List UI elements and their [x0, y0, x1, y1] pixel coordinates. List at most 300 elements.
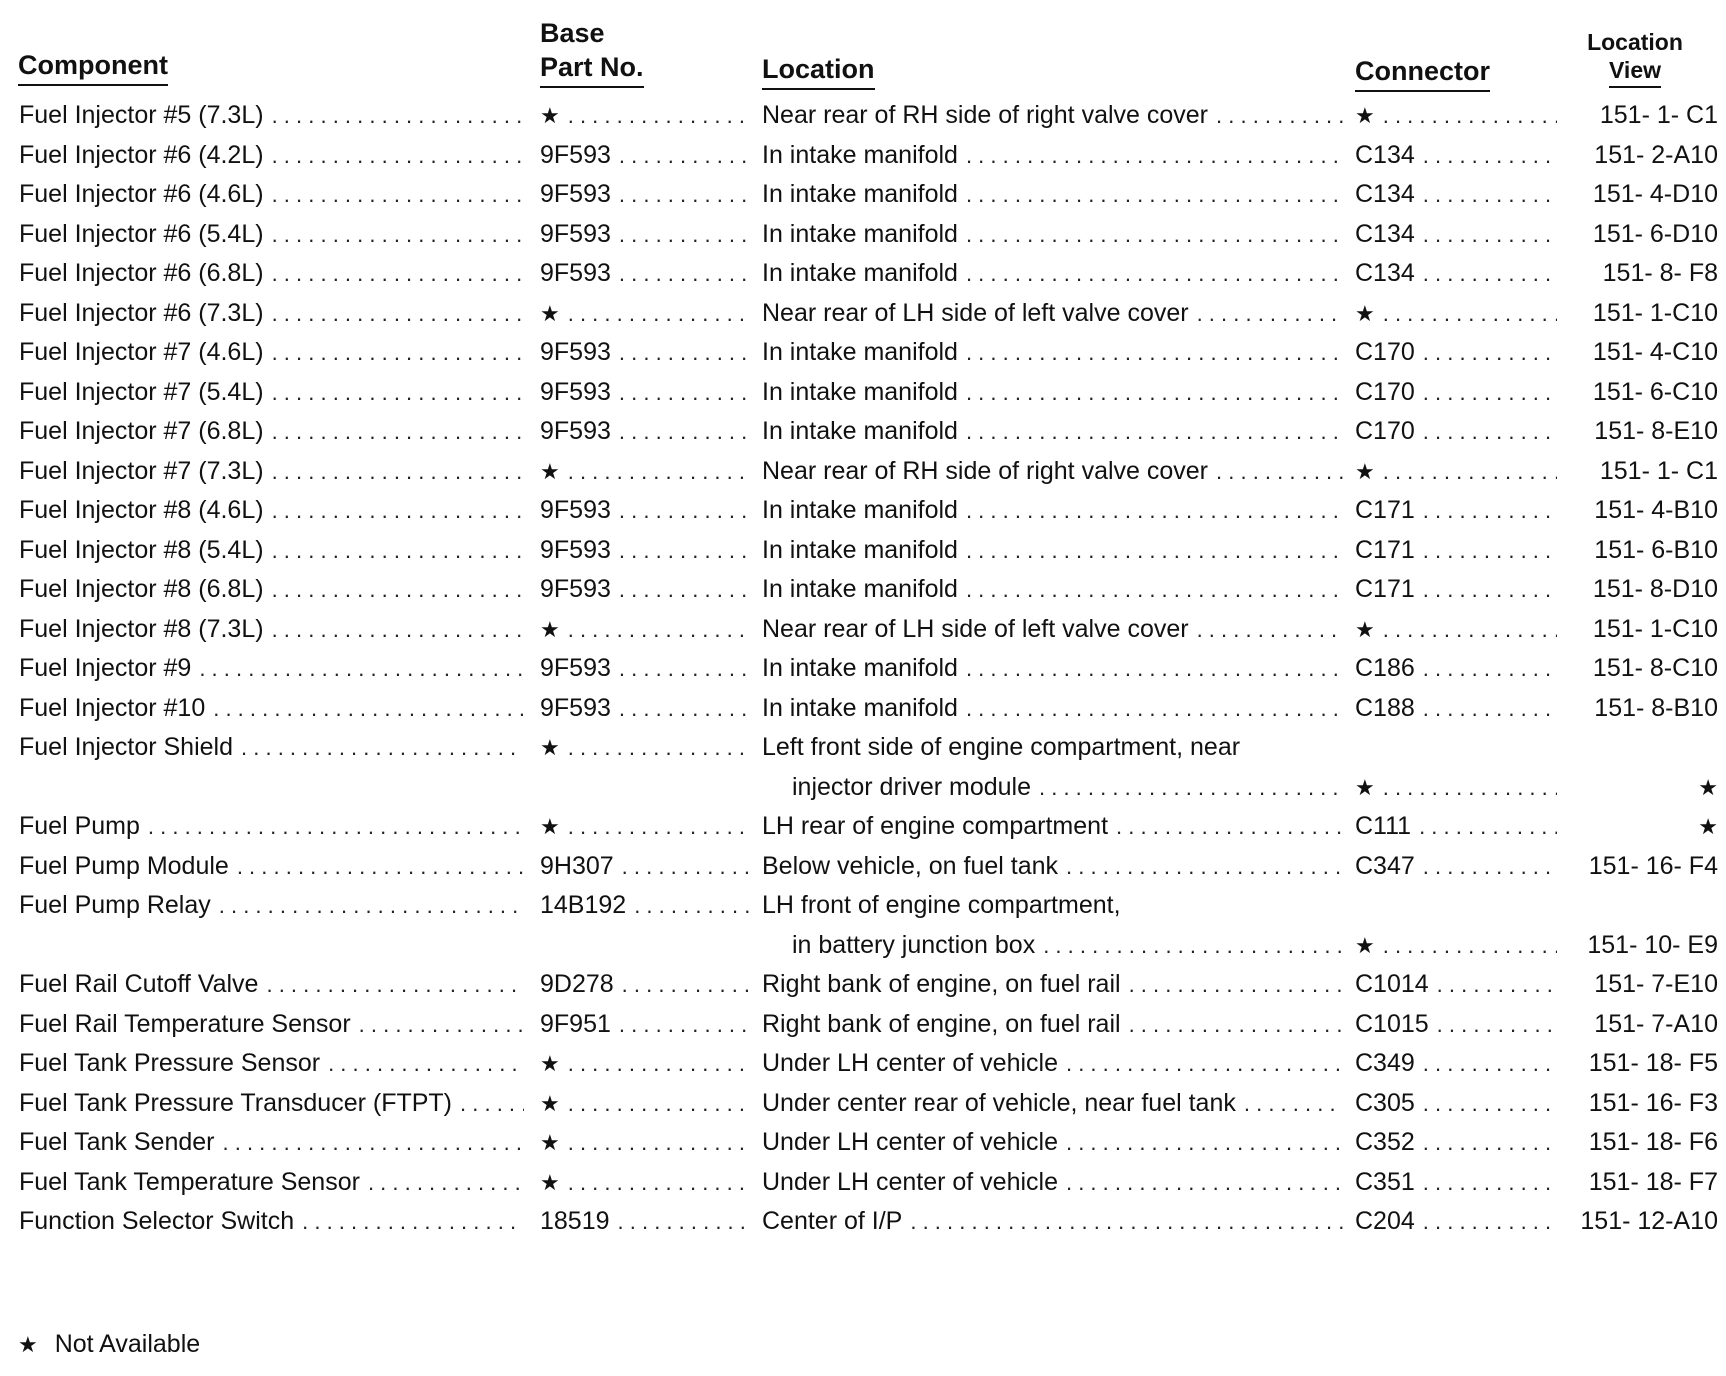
component-cell: [19, 254, 530, 294]
connector-cell: [1355, 294, 1563, 334]
star-icon: ★: [1355, 103, 1375, 128]
dot-leader: [272, 491, 524, 531]
part-number-cell: [540, 570, 756, 610]
location-view-cell: [1568, 1163, 1718, 1203]
location-cell: [762, 610, 1349, 650]
connector-cell: [1355, 807, 1563, 847]
component-cell: [19, 531, 530, 571]
dot-leader: [1216, 452, 1343, 492]
location-view-cell: [1568, 1202, 1718, 1242]
component-cell: [19, 570, 530, 610]
location-view-cell: [1568, 136, 1718, 176]
location-cell: [762, 1202, 1349, 1242]
location-view-cell-text: 151- 10- E9: [1587, 930, 1718, 959]
table-row: [0, 175, 1726, 215]
dot-leader: [1423, 1163, 1557, 1203]
star-icon: ★: [1355, 300, 1375, 326]
component-cell-text: Fuel Pump Module: [19, 851, 229, 880]
dot-leader: [1129, 965, 1343, 1005]
dot-leader: [1383, 768, 1557, 808]
connector-cell-text: C171: [1355, 535, 1415, 564]
header-connector: [1355, 54, 1490, 92]
location-cell: [762, 373, 1349, 413]
dot-leader: [272, 610, 524, 650]
star-icon: ★: [1698, 774, 1718, 800]
component-cell-text: Fuel Tank Temperature Sensor: [19, 1167, 360, 1196]
dot-leader: [1437, 965, 1557, 1005]
star-icon: ★: [1355, 774, 1375, 800]
star-icon: ★: [540, 103, 560, 128]
table-row: [0, 965, 1726, 1005]
part-number-cell-text: 9F593: [540, 693, 611, 722]
location-view-cell-text: 151- 2-A10: [1594, 140, 1718, 169]
dot-leader: [1039, 768, 1343, 808]
location-view-cell-text: 151- 4-C10: [1592, 338, 1718, 366]
connector-cell: [1355, 570, 1563, 610]
star-icon: ★: [540, 1090, 560, 1116]
table-row: [0, 649, 1726, 689]
part-number-cell-text: 9D278: [540, 970, 614, 998]
dot-leader: [619, 412, 750, 452]
table-row: [0, 1005, 1726, 1045]
component-cell-text: Fuel Injector #7 (5.4L): [19, 377, 264, 406]
component-cell: [19, 1005, 530, 1045]
dot-leader: [272, 412, 524, 452]
location-cell-text: In intake manifold: [762, 219, 958, 248]
dot-leader: [1423, 254, 1557, 294]
header-connector-label: Connector: [1355, 54, 1490, 92]
connector-cell: [1355, 96, 1563, 136]
dot-leader: [1383, 452, 1557, 492]
dot-leader: [966, 215, 1343, 255]
part-number-cell-text: 9F593: [540, 654, 611, 682]
dot-leader: [568, 807, 750, 847]
component-cell-text: Fuel Injector #8 (5.4L): [19, 535, 264, 564]
component-cell-text: Fuel Injector #7 (4.6L): [19, 338, 264, 366]
dot-leader: [272, 175, 524, 215]
connector-cell: [1355, 649, 1563, 689]
location-cell: [762, 452, 1349, 492]
dot-leader: [199, 649, 524, 689]
part-number-cell-text: 9F593: [540, 535, 611, 564]
connector-cell-text: C134: [1355, 180, 1415, 208]
connector-cell-text: C351: [1355, 1167, 1415, 1196]
connector-cell: [1355, 1163, 1563, 1203]
connector-cell: [1355, 965, 1563, 1005]
part-number-cell: [540, 728, 756, 768]
dot-leader: [1383, 610, 1557, 650]
table-row: [0, 570, 1726, 610]
table-row-continuation: [0, 768, 1726, 808]
part-number-cell-text: 9F593: [540, 219, 611, 248]
dot-leader: [966, 373, 1343, 413]
dot-leader: [1423, 175, 1557, 215]
dot-leader: [568, 452, 750, 492]
header-base-part-no: [540, 16, 644, 88]
connector-cell: [1355, 412, 1563, 452]
component-cell-text: Fuel Tank Pressure Sensor: [19, 1049, 321, 1077]
location-view-cell: [1568, 1123, 1718, 1163]
dot-leader: [1216, 96, 1343, 136]
component-cell: [19, 886, 530, 926]
location-view-cell-text: 151- 6-C10: [1592, 377, 1718, 406]
dot-leader: [272, 96, 524, 136]
location-view-cell: [1568, 373, 1718, 413]
connector-cell-text: C352: [1355, 1128, 1415, 1156]
component-cell: [19, 1123, 530, 1163]
part-number-cell-text: 9F593: [540, 496, 611, 524]
dot-leader: [1423, 491, 1557, 531]
dot-leader: [1423, 215, 1557, 255]
location-view-cell-text: 151- 1- C1: [1599, 101, 1718, 129]
location-view-cell-text: 151- 8-D10: [1592, 575, 1718, 603]
table-row: [0, 215, 1726, 255]
dot-leader: [272, 254, 524, 294]
dot-leader: [966, 689, 1343, 729]
dot-leader: [568, 1123, 750, 1163]
dot-leader: [619, 373, 750, 413]
connector-cell-text: C186: [1355, 654, 1415, 682]
dot-leader: [328, 1044, 524, 1084]
dot-leader: [1423, 1123, 1557, 1163]
location-cell-text: In intake manifold: [762, 259, 958, 287]
component-cell: [19, 847, 530, 887]
location-view-cell: [1568, 768, 1718, 808]
dot-leader: [622, 965, 750, 1005]
dot-leader: [966, 254, 1343, 294]
location-cell-text: Under LH center of vehicle: [762, 1049, 1058, 1077]
location-cell-text: Under LH center of vehicle: [762, 1167, 1058, 1196]
star-icon: ★: [1355, 458, 1375, 484]
component-cell: [19, 610, 530, 650]
connector-cell: [1355, 531, 1563, 571]
dot-leader: [1197, 610, 1343, 650]
dot-leader: [1383, 96, 1557, 136]
part-number-cell: [540, 412, 756, 452]
table-row: [0, 136, 1726, 176]
location-view-cell: [1568, 175, 1718, 215]
dot-leader: [1423, 689, 1557, 729]
part-number-cell: [540, 1163, 756, 1203]
dot-leader: [1197, 294, 1343, 334]
location-view-cell: [1568, 1044, 1718, 1084]
part-number-cell: [540, 689, 756, 729]
dot-leader: [1423, 333, 1557, 373]
location-cell: [762, 175, 1349, 215]
dot-leader: [1423, 570, 1557, 610]
location-cell-text: Near rear of RH side of right valve cover: [762, 456, 1209, 485]
location-view-cell: [1568, 491, 1718, 531]
location-view-cell: [1568, 215, 1718, 255]
star-icon: ★: [1355, 616, 1375, 642]
connector-cell: [1355, 1202, 1563, 1242]
part-number-cell: [540, 373, 756, 413]
table-row: [0, 689, 1726, 729]
connector-cell-text: C170: [1355, 338, 1415, 366]
dot-leader: [619, 333, 750, 373]
location-cell-text: Near rear of LH side of left valve cover: [762, 614, 1189, 643]
dot-leader: [619, 531, 750, 571]
location-view-cell-text: 151- 4-B10: [1594, 496, 1718, 524]
table-row: [0, 373, 1726, 413]
table-row: [0, 294, 1726, 334]
table-row: [0, 333, 1726, 373]
dot-leader: [966, 412, 1343, 452]
dot-leader: [966, 333, 1343, 373]
location-cell: [762, 333, 1349, 373]
dot-leader: [1419, 807, 1557, 847]
dot-leader: [568, 1163, 750, 1203]
location-cell-text: Near rear of RH side of right valve cover: [762, 101, 1209, 129]
location-cell: [762, 1123, 1349, 1163]
table-row: [0, 531, 1726, 571]
location-view-cell-text: 151- 6-D10: [1592, 219, 1718, 248]
dot-leader: [1066, 1163, 1343, 1203]
connector-cell: [1355, 847, 1563, 887]
location-cell: [762, 215, 1349, 255]
table-row: [0, 847, 1726, 887]
location-cell-text: In intake manifold: [762, 377, 958, 406]
part-number-cell: [540, 254, 756, 294]
dot-leader: [266, 965, 524, 1005]
connector-cell-text: C170: [1355, 417, 1415, 445]
star-icon: ★: [540, 814, 560, 839]
footnote-text: Not Available: [54, 1330, 201, 1358]
dot-leader: [966, 531, 1343, 571]
dot-leader: [1043, 926, 1343, 966]
location-cell-text: LH rear of engine compartment: [762, 812, 1109, 840]
part-number-cell: [540, 96, 756, 136]
location-view-cell-text: 151- 1- C1: [1599, 456, 1718, 485]
part-number-cell: [540, 1123, 756, 1163]
dot-leader: [622, 847, 750, 887]
location-cell: [762, 807, 1349, 847]
part-number-cell-text: 9F593: [540, 338, 611, 366]
location-view-cell: [1568, 1084, 1718, 1124]
part-number-cell-text: 9F951: [540, 1009, 611, 1038]
part-number-cell: [540, 649, 756, 689]
star-icon: ★: [540, 300, 560, 326]
component-cell-text: Function Selector Switch: [19, 1207, 295, 1235]
part-number-cell-text: 9F593: [540, 140, 611, 169]
header-part-line2: Part No.: [540, 50, 644, 88]
part-number-cell-text: 9F593: [540, 377, 611, 406]
component-cell-text: Fuel Injector #6 (6.8L): [19, 259, 264, 287]
dot-leader: [1423, 412, 1557, 452]
location-cell-text: In intake manifold: [762, 535, 958, 564]
connector-cell-text: C170: [1355, 377, 1415, 406]
star-icon: ★: [1355, 932, 1375, 958]
header-component: [18, 48, 168, 86]
location-cell-text: In intake manifold: [762, 496, 958, 524]
location-view-cell-text: 151- 16- F4: [1588, 851, 1718, 880]
dot-leader: [619, 175, 750, 215]
connector-cell: [1355, 452, 1563, 492]
dot-leader: [568, 728, 750, 768]
dot-leader: [241, 728, 524, 768]
component-cell-text: Fuel Injector #6 (4.2L): [19, 140, 264, 169]
part-number-cell: [540, 215, 756, 255]
location-view-cell-text: 151- 7-E10: [1594, 970, 1718, 998]
location-view-cell: [1568, 452, 1718, 492]
location-cell: [762, 847, 1349, 887]
dot-leader: [359, 1005, 524, 1045]
component-cell-text: Fuel Injector #8 (4.6L): [19, 496, 264, 524]
component-table: [0, 96, 1726, 1242]
dot-leader: [460, 1084, 524, 1124]
location-cell-text: Right bank of engine, on fuel rail: [762, 1009, 1121, 1038]
location-cell: [762, 531, 1349, 571]
component-cell: [19, 215, 530, 255]
component-cell-text: Fuel Tank Pressure Transducer (FTPT): [19, 1088, 453, 1117]
location-cell-text: Left front side of engine compartment, near: [762, 733, 1241, 761]
location-view-cell: [1568, 412, 1718, 452]
table-row: [0, 1084, 1726, 1124]
location-cell: [762, 294, 1349, 334]
component-cell: [19, 965, 530, 1005]
star-icon: ★: [540, 616, 560, 642]
header-part-line1: Base: [540, 18, 605, 48]
connector-cell: [1355, 136, 1563, 176]
table-row: [0, 1163, 1726, 1203]
location-view-cell: [1568, 610, 1718, 650]
part-number-cell: [540, 610, 756, 650]
location-view-cell-text: 151- 4-D10: [1592, 180, 1718, 208]
star-icon: ★: [540, 1130, 560, 1155]
dot-leader: [1066, 1044, 1343, 1084]
location-cell-text: In intake manifold: [762, 338, 958, 366]
location-cell-text: In intake manifold: [762, 140, 958, 169]
dot-leader: [619, 254, 750, 294]
dot-leader: [568, 1084, 750, 1124]
table-row: [0, 1044, 1726, 1084]
connector-cell: [1355, 689, 1563, 729]
dot-leader: [1423, 649, 1557, 689]
location-view-cell-text: 151- 16- F3: [1588, 1088, 1718, 1117]
dot-leader: [966, 491, 1343, 531]
dot-leader: [910, 1202, 1343, 1242]
component-cell-text: Fuel Injector #6 (5.4L): [19, 219, 264, 248]
location-cell: [762, 728, 1349, 768]
location-view-cell: [1568, 570, 1718, 610]
connector-cell: [1355, 491, 1563, 531]
part-number-cell-text: 9F593: [540, 180, 611, 208]
dot-leader: [148, 807, 524, 847]
connector-cell-text: C204: [1355, 1207, 1415, 1235]
star-icon: ★: [540, 735, 560, 760]
part-number-cell-text: 14B192: [540, 891, 627, 919]
location-view-cell: [1568, 965, 1718, 1005]
component-cell: [19, 294, 530, 334]
dot-leader: [1129, 1005, 1343, 1045]
location-view-cell-text: 151- 8- F8: [1602, 259, 1718, 287]
component-cell: [19, 1084, 530, 1124]
location-cell-text: Near rear of LH side of left valve cover: [762, 298, 1189, 327]
location-view-cell-text: 151- 1-C10: [1592, 614, 1718, 643]
part-number-cell-text: 9H307: [540, 851, 614, 880]
component-cell-text: Fuel Pump Relay: [19, 891, 211, 919]
component-cell-text: Fuel Injector Shield: [19, 733, 234, 761]
dot-leader: [272, 570, 524, 610]
table-row: [0, 96, 1726, 136]
connector-cell: [1355, 333, 1563, 373]
component-cell: [19, 689, 530, 729]
component-cell: [19, 649, 530, 689]
part-number-cell-text: 9F593: [540, 575, 611, 603]
connector-cell-text: C349: [1355, 1049, 1415, 1077]
location-view-cell-text: 151- 18- F6: [1588, 1128, 1718, 1156]
dot-leader: [966, 570, 1343, 610]
location-view-cell: [1568, 96, 1718, 136]
part-number-cell: [540, 1202, 756, 1242]
dot-leader: [1423, 1084, 1557, 1124]
dot-leader: [619, 1005, 750, 1045]
component-cell: [19, 1044, 530, 1084]
dot-leader: [368, 1163, 524, 1203]
component-cell-text: Fuel Injector #9: [19, 654, 192, 682]
dot-leader: [619, 136, 750, 176]
component-cell-text: Fuel Injector #7 (6.8L): [19, 417, 264, 445]
component-cell: [19, 452, 530, 492]
location-view-cell: [1568, 254, 1718, 294]
dot-leader: [1383, 294, 1557, 334]
location-view-cell-text: 151- 8-B10: [1594, 693, 1718, 722]
dot-leader: [1066, 1123, 1343, 1163]
location-view-cell: [1568, 926, 1718, 966]
connector-cell-text: C347: [1355, 851, 1415, 880]
connector-cell-text: C134: [1355, 259, 1415, 287]
part-number-cell: [540, 531, 756, 571]
part-number-cell: [540, 333, 756, 373]
star-icon: ★: [1698, 814, 1718, 839]
connector-cell: [1355, 254, 1563, 294]
dot-leader: [1244, 1084, 1343, 1124]
dot-leader: [634, 886, 750, 926]
dot-leader: [1383, 926, 1557, 966]
dot-leader: [1423, 847, 1557, 887]
table-row: [0, 1202, 1726, 1242]
connector-cell: [1355, 1005, 1563, 1045]
table-row: [0, 886, 1726, 926]
dot-leader: [302, 1202, 524, 1242]
dot-leader: [619, 649, 750, 689]
header-location-view: [1575, 28, 1695, 88]
dot-leader: [966, 175, 1343, 215]
header-view-line1: Location: [1587, 29, 1683, 55]
component-cell: [19, 1163, 530, 1203]
part-number-cell: [540, 136, 756, 176]
part-number-cell: [540, 886, 756, 926]
location-view-cell: [1568, 807, 1718, 847]
dot-leader: [618, 1202, 750, 1242]
dot-leader: [1423, 531, 1557, 571]
location-view-cell: [1568, 531, 1718, 571]
dot-leader: [568, 96, 750, 136]
part-number-cell-text: 18519: [540, 1207, 610, 1235]
location-view-cell: [1568, 333, 1718, 373]
location-view-cell-text: 151- 18- F5: [1588, 1049, 1718, 1077]
connector-cell: [1355, 768, 1563, 808]
component-cell-text: Fuel Injector #6 (4.6L): [19, 180, 264, 208]
location-cell: [762, 1044, 1349, 1084]
part-number-cell: [540, 491, 756, 531]
header-component-label: Component: [18, 48, 168, 86]
part-number-cell: [540, 807, 756, 847]
location-cell: [762, 965, 1349, 1005]
dot-leader: [568, 610, 750, 650]
dot-leader: [619, 570, 750, 610]
part-number-cell: [540, 452, 756, 492]
